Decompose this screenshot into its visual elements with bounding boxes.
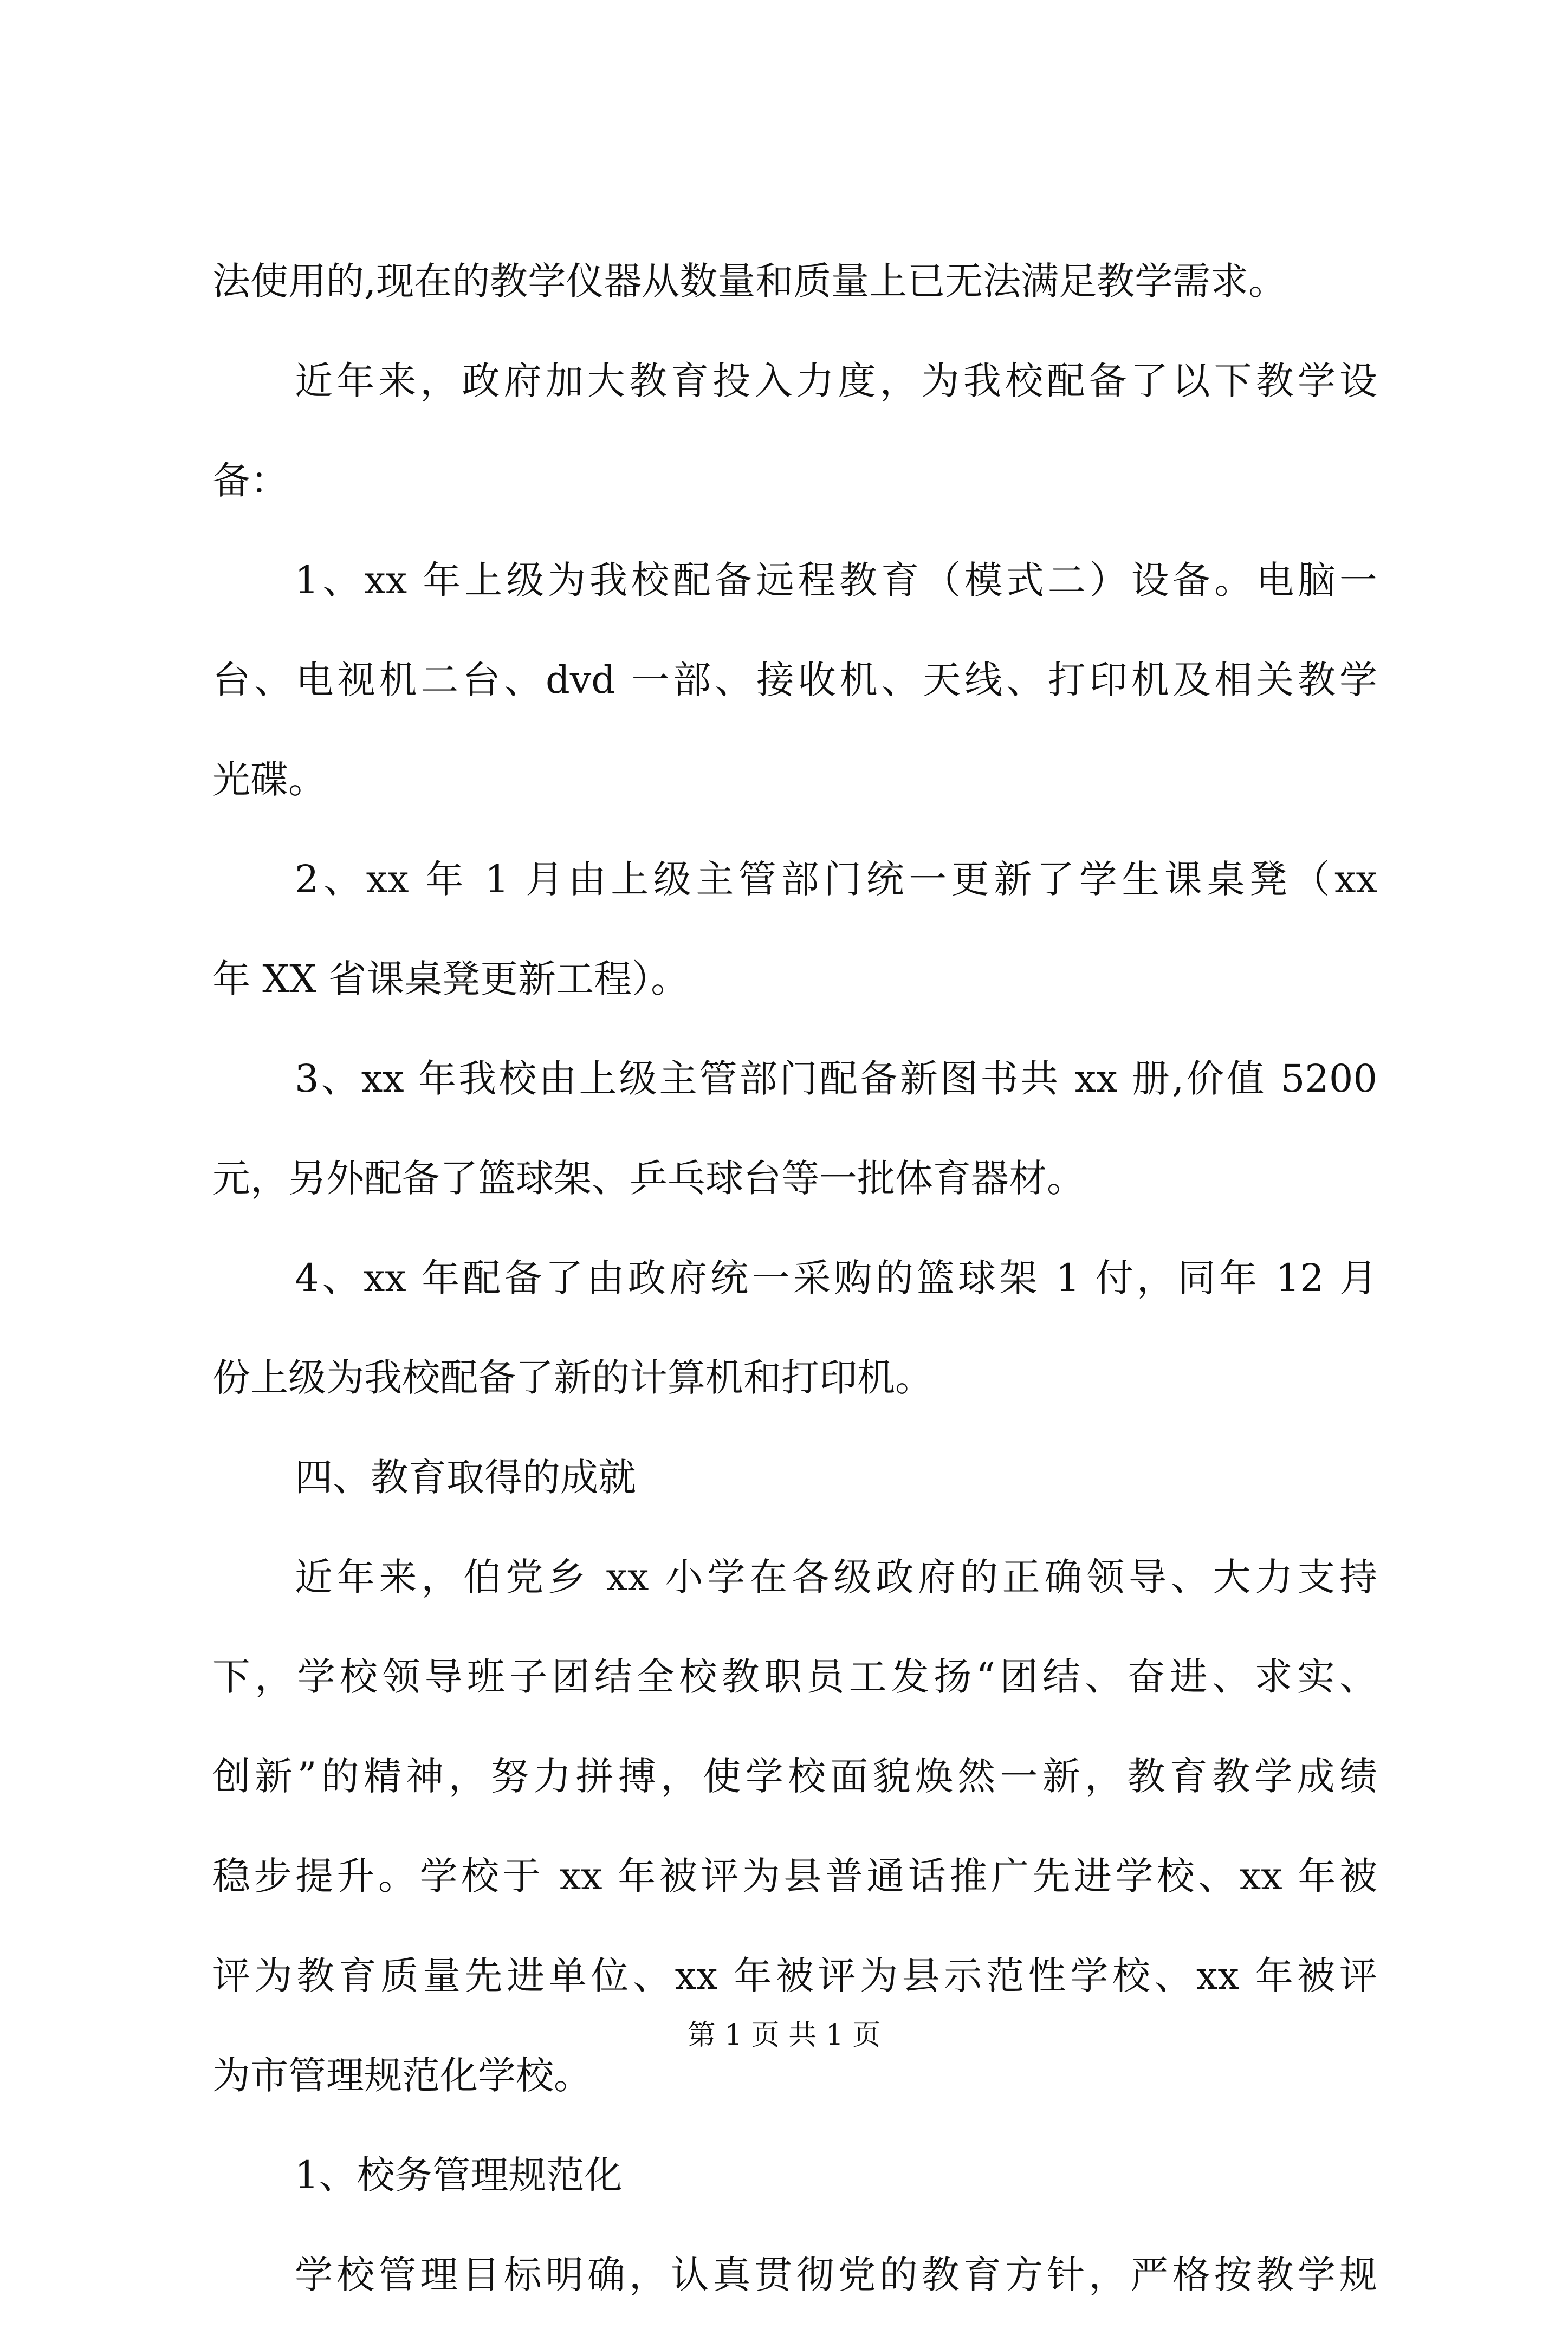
text-line: 近年来，伯党乡 xx 小学在各级政府的正确领导、大力支持 — [295, 1555, 1377, 1599]
page-footer: 第 1 页 共 1 页 — [687, 2019, 881, 2052]
text-line: 稳步提升。学校于 xx 年被评为县普通话推广先进学校、xx 年被 — [212, 1854, 1377, 1898]
text-line: 1、xx 年上级为我校配备远程教育（模式二）设备。电脑一 — [295, 558, 1377, 602]
text-line: 备： — [212, 458, 288, 503]
text-line: 学校管理目标明确，认真贯彻党的教育方针，严格按教学规 — [295, 2253, 1377, 2297]
section-heading: 四、教育取得的成就 — [295, 1455, 636, 1500]
text-line: 台、电视机二台、dvd 一部、接收机、天线、打印机及相关教学 — [212, 658, 1377, 702]
text-line: 份上级为我校配备了新的计算机和打印机。 — [212, 1355, 933, 1400]
text-line: 创新”的精神，努力拼搏，使学校面貌焕然一新，教育教学成绩 — [212, 1754, 1377, 1799]
text-line: 法使用的,现在的教学仪器从数量和质量上已无法满足教学需求。 — [212, 259, 1287, 303]
text-line: 光碟。 — [212, 757, 326, 802]
subsection-heading: 1、校务管理规范化 — [295, 2153, 623, 2197]
text-line: 年 XX 省课桌凳更新工程）。 — [212, 957, 689, 1001]
text-line: 3、xx 年我校由上级主管部门配备新图书共 xx 册,价值 5200 — [295, 1056, 1377, 1101]
text-line: 评为教育质量先进单位、xx 年被评为县示范性学校、xx 年被评 — [212, 1954, 1377, 1998]
text-line: 元，另外配备了篮球架、乒乓球台等一批体育器材。 — [212, 1156, 1085, 1201]
text-line: 下，学校领导班子团结全校教职员工发扬“团结、奋进、求实、 — [212, 1655, 1377, 1699]
text-line: 为市管理规范化学校。 — [212, 2053, 592, 2098]
text-line: 2、xx 年 1 月由上级主管部门统一更新了学生课桌凳（xx — [295, 857, 1377, 901]
text-line: 近年来，政府加大教育投入力度，为我校配备了以下教学设 — [295, 359, 1377, 403]
text-line: 4、xx 年配备了由政府统一采购的篮球架 1 付，同年 12 月 — [295, 1256, 1377, 1300]
